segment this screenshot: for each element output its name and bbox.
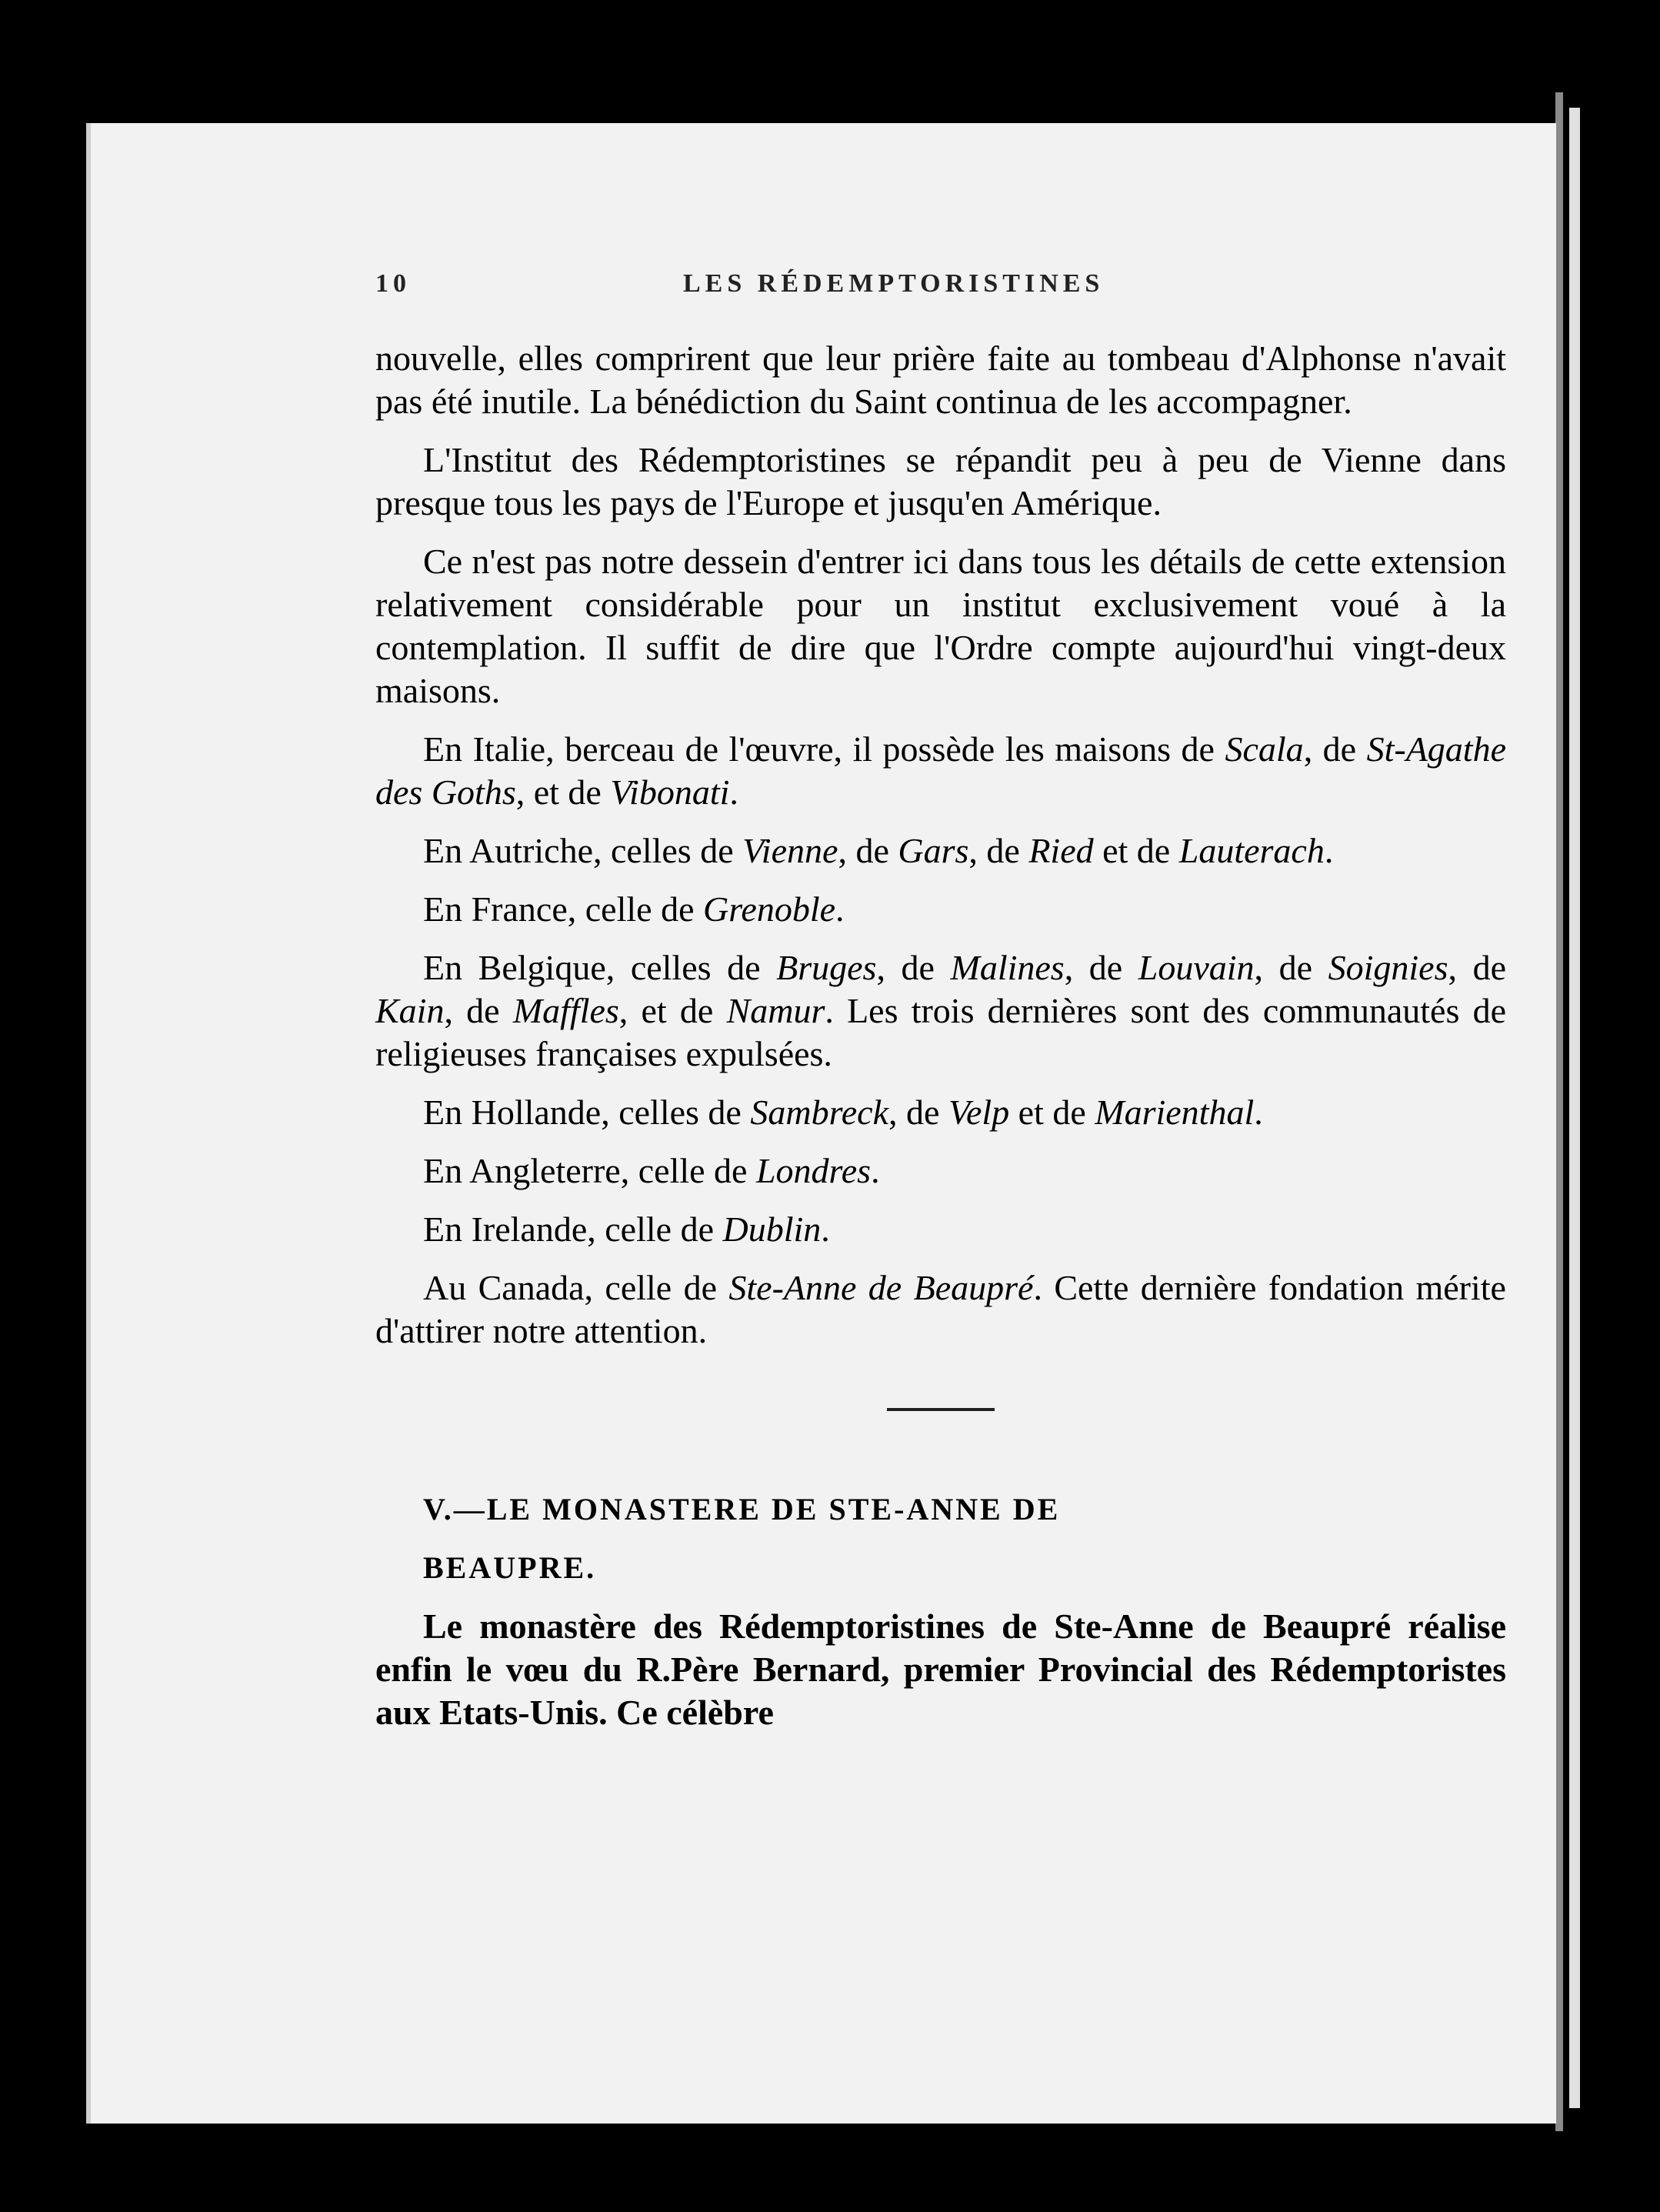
place-name: Gars (898, 831, 969, 870)
page-number: 10 (375, 269, 411, 298)
place-name: Malines (950, 948, 1065, 987)
place-name: Dublin (722, 1209, 822, 1249)
place-name: Louvain (1138, 948, 1255, 987)
paragraph-irlande: En Irelande, celle de Dublin. (423, 1209, 830, 1249)
place-name: Sambreck (750, 1093, 889, 1132)
place-name: Lauterach (1178, 831, 1325, 870)
section-title: V.—LE MONASTERE DE STE-ANNE DE (423, 1492, 1061, 1526)
place-name: Soignies (1328, 948, 1448, 987)
place-name: Vibonati (610, 772, 730, 812)
paragraph-autriche: En Autriche, celles de Vienne, de Gars, de Ried et de Lauterach. (423, 831, 1334, 870)
place-name: Ried (1028, 831, 1094, 870)
paragraph-italie: En Italie, berceau de l'œuvre, il possède les maisons de Scala, de St-Agathe des Goths, et de Vibonati. (375, 729, 1507, 812)
book-spine-edge (1555, 92, 1563, 2131)
facing-page-edge (1569, 108, 1580, 2108)
book-page (86, 123, 1556, 2124)
paragraph: nouvelle, elles comprirent que leur prière faite au tombeau d'Alphonse n'avait pas été inutile. La bénédiction du Saint continua de les accompagner. (375, 339, 1506, 421)
place-name: Grenoble (702, 889, 836, 929)
paragraph: L'Institut des Rédemptoristines se répandit peu à peu de Vienne dans presque tous les pays de l'Europe et jusqu'en Amérique. (375, 440, 1506, 522)
paragraph: Ce n'est pas notre dessein d'entrer ici dans tous les détails de cette extension relativement considérable pour un institut exclusivement voué à la contemplation. Il suffit de dire que l'Ordre compte aujourd'hui vingt-deux maisons. (375, 542, 1506, 710)
place-name: Londres (755, 1151, 872, 1190)
paragraph-canada: Au Canada, celle de Ste-Anne de Beaupré. Cette dernière fondation mérite d'attirer notre attention. (375, 1268, 1506, 1350)
place-name: Marienthal (1095, 1093, 1255, 1132)
section-subtitle: BEAUPRE. (423, 1550, 597, 1585)
place-name: Bruges (776, 948, 877, 987)
running-title: LES RÉDEMPTORISTINES (683, 269, 1105, 298)
place-name: Velp (948, 1093, 1010, 1132)
page-body (375, 337, 1506, 1750)
paragraph-belgique: En Belgique, celles de Bruges, de Malines, de Louvain, de Soignies, de Kain, de Maffles, et de Namur. Les trois dernières sont des communautés de religieuses françaises expulsées. (375, 948, 1506, 1073)
paragraph-angleterre: En Angleterre, celle de Londres. (423, 1151, 880, 1190)
section-divider (887, 1408, 995, 1411)
place-name: Kain (375, 991, 445, 1030)
place-name: Vienne (742, 831, 838, 870)
place-name: St-Agathe des Goths (375, 729, 1507, 812)
place-name: Ste-Anne de Beaupré (728, 1268, 1034, 1307)
paragraph-france: En France, celle de Grenoble. (423, 889, 845, 929)
paragraph-hollande: En Hollande, celles de Sambreck, de Velp et de Marienthal. (423, 1093, 1263, 1132)
place-name: Scala (1225, 729, 1304, 769)
paragraph: Le monastère des Rédemptoristines de Ste-Anne de Beaupré réalise enfin le vœu du R.Père Bernard, premier Provincial des Rédemptoristes aux Etats-Unis. Ce célèbre (375, 1606, 1506, 1732)
place-name: Maffles (512, 991, 619, 1030)
place-name: Namur (726, 991, 825, 1030)
